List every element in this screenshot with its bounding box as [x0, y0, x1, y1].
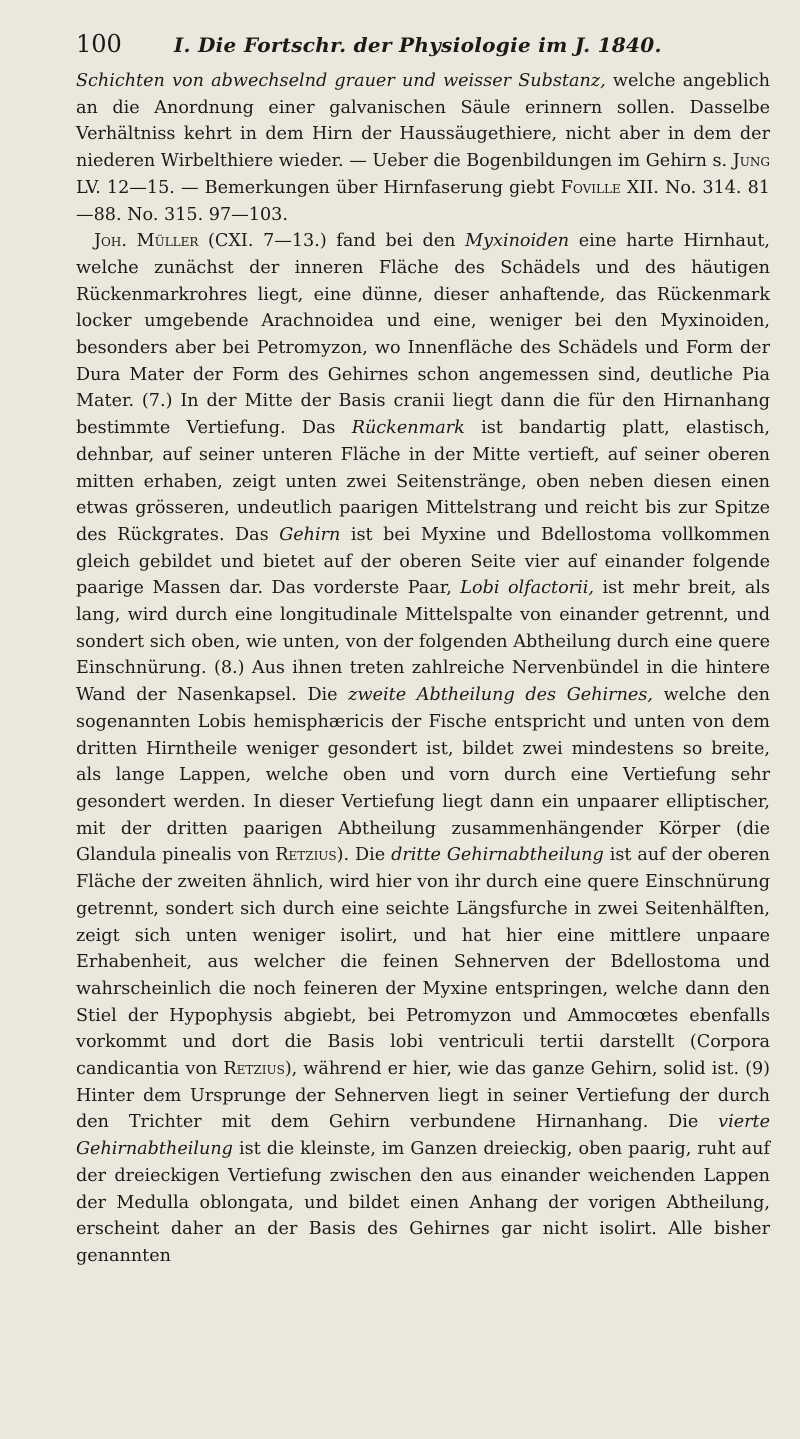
text-run: LV. 12—15. — Bemerkungen über Hirnfaserung giebt: [76, 177, 561, 198]
text-run: ist bandartig platt, elastisch, dehnbar, auf seiner unteren Fläche in der Mitte vertieft, auf seiner oberen mitten erhaben, zeigt unten zwei Seitenstränge, oben neben diesen einen etwas grösseren, undeutlich paarigen Mittelstrang und reicht bis zur Spitze des Rückgrates. Das: [76, 418, 770, 545]
emphasis: Gehirn: [279, 524, 341, 545]
author-name: Retzius: [223, 1059, 285, 1080]
paragraph-2: [76, 228, 770, 1269]
text-run: ), während er hier, wie das ganze Gehirn, solid ist. (9) Hinter dem Ursprunge der Sehnerven liegt in seiner Vertiefung der durch den Trichter mit dem Gehirn verbundene Hirnanhang. Die: [76, 1059, 770, 1133]
text-run: welche angeblich an die Anordnung einer galvanischen Säule erinnern sollen. Dasselbe Verhältniss kehrt in dem Hirn der Haussäugethiere, nicht aber in dem der niederen Wirbelthiere wieder. — Ueber die Bogenbildungen im Gehirn s.: [76, 71, 770, 172]
emphasis: dritte Gehirnabtheilung: [391, 845, 604, 866]
emphasis: Rückenmark: [351, 418, 465, 439]
body-text: [76, 68, 770, 1270]
text-run: XII. No. 314. 81—88. No. 315. 97—103.: [76, 177, 771, 225]
running-head: I. Die Fortschr. der Physiologie im J. 1840.: [173, 33, 662, 57]
author-name: Retzius: [275, 845, 337, 866]
text-run: ist mehr breit, als lang, wird durch eine longitudinale Mittelspalte von einander getrennt, und sondert sich oben, wie unten, von der folgenden Abtheilung durch eine quere Einschnürung. (8.) Aus ihnen treten zahlreiche Nervenbündel in die hintere Wand der Nasenkapsel. Die: [76, 578, 771, 706]
text-run: ist bei Myxine und Bdellostoma vollkommen gleich gebildet und bietet auf der oberen Seite vier auf einander folgende paarige Massen dar. Das vorderste Paar,: [76, 524, 771, 599]
page-header: [76, 30, 770, 58]
author-name: Jung: [732, 151, 770, 172]
text-run: ). Die: [336, 845, 392, 866]
text-run: ist auf der oberen Fläche der zweiten ähnlich, wird hier von ihr durch eine quere Einschnürung getrennt, sondert sich durch eine seichte Längsfurche in zwei Seitenhälften, zeigt sich unten weniger isolirt, und hat hier eine mittlere unpaare Erhabenheit, aus welcher die feinen Sehnerven der Bdellostoma und wahrscheinlich die noch feineren der Myxine entspringen, welche dann den Stiel der Hypophysis abgiebt, bei Petromyzon und Ammocœtes ebenfalls vorkommt und dort die Basis lobi ventriculi tertii darstellt (Corpora candicantia von: [76, 845, 770, 1080]
text-run: eine harte Hirnhaut, welche zunächst der inneren Fläche des Schädels und des häutigen Rückenmarkrohres liegt, eine dünne, dieser anhaftende, das Rückenmark locker umgebende Arachnoidea und eine, weniger bei den Myxinoiden, besonders aber bei Petromyzon, wo Innenfläche des Schädels und Form der Dura Mater der Form des Gehirnes schon angemessen sind, deutliche Pia Mater. (7.) In der Mitte der Basis cranii liegt dann die für den Hirnanhang bestimmte Vertiefung. Das: [76, 231, 770, 439]
paragraph-1: [76, 68, 770, 228]
emphasis: Lobi olfactorii,: [460, 578, 594, 599]
author-name: Joh. Müller: [94, 231, 199, 252]
author-name: Foville: [560, 177, 621, 198]
text-run: ist die kleinste, im Ganzen dreieckig, oben paarig, ruht auf der dreieckigen Vertiefung zwischen den aus einander weichenden Lappen der Medulla oblongata, und bildet einen Anhang der vorigen Abtheilung, erscheint daher an der Basis des Gehirnes gar nicht isolirt. Alle bisher genannten: [76, 1139, 770, 1266]
page-number: 100: [76, 30, 122, 58]
text-run: (CXI. 7—13.) fand bei den: [198, 231, 466, 252]
emphasis: Myxinoiden: [465, 231, 570, 252]
emphasis: Schichten von abwechselnd grauer und weisser Substanz,: [76, 71, 606, 91]
emphasis: vierte Gehirnabtheilung: [76, 1112, 770, 1160]
text-run: welche den sogenannten Lobis hemisphæricis der Fische entspricht und unten von dem dritten Hirntheile weniger gesondert ist, bildet zwei mindestens so breite, als lange Lappen, welche oben und vorn durch eine Vertiefung sehr gesondert werden. In dieser Vertiefung liegt dann ein unpaarer elliptischer, mit der dritten paarigen Abtheilung zusammenhängender Körper (die Glandula pinealis von: [76, 685, 770, 866]
emphasis: zweite Abtheilung des Gehirnes,: [348, 685, 653, 706]
